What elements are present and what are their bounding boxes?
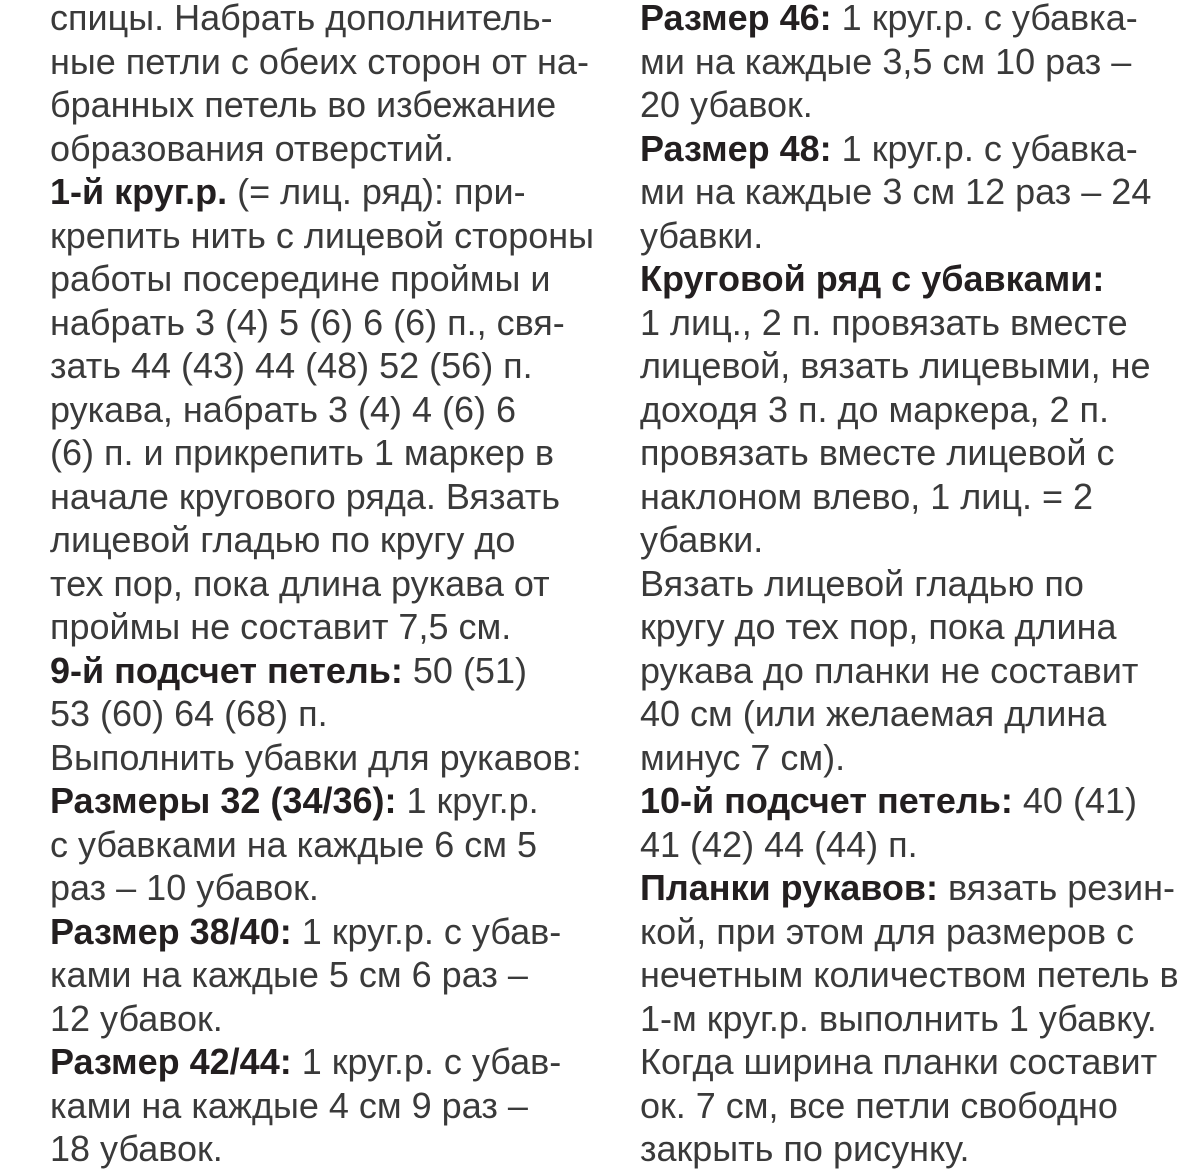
text-line [640,823,1179,867]
line-text: Когда ширина планки составит [640,1041,1158,1082]
bold-heading: 1-й круг.р. [50,171,228,212]
text-line [50,649,594,693]
line-text: 1-м круг.р. выполнить 1 убавку. [640,997,1157,1039]
text-line [50,562,594,606]
line-text: вязать резин- [938,867,1175,908]
line-text: ми на каждые 3 см 12 раз – 24 [640,171,1152,212]
bold-heading: 10-й подсчет петель: [640,780,1013,821]
text-line [50,257,594,301]
text-line [50,910,594,954]
line-text: начале кругового ряда. Вязать [50,475,560,517]
line-text: ками на каждые 4 см 9 раз – [50,1084,528,1126]
text-line [640,997,1179,1041]
line-text: 1 круг.р. с убавка- [831,0,1138,38]
text-line [50,518,594,562]
text-line [640,1127,1179,1171]
left-text-column [50,0,594,1171]
line-text: 18 убавок. [50,1128,223,1169]
line-text: нечетным количеством петель в [640,954,1179,995]
text-line [640,1084,1179,1128]
line-text: раз – 10 убавок. [50,867,319,908]
text-line [50,866,594,910]
text-line [50,344,594,388]
text-line [50,301,594,345]
bold-heading: 9-й подсчет петель: [50,649,403,691]
text-line [640,736,1179,780]
text-line [640,605,1179,649]
text-line [640,170,1179,214]
line-text: 1 круг.р. с убав- [291,1041,562,1082]
line-text: ми на каждые 3,5 см 10 раз – [640,40,1132,82]
line-text: 1 лиц., 2 п. провязать вместе [640,301,1128,343]
line-text: 53 (60) 64 (68) п. [50,693,328,734]
text-line [640,127,1179,171]
line-text: зать 44 (43) 44 (48) 52 (56) п. [50,345,533,386]
line-text: лицевой, вязать лицевыми, не [640,345,1151,386]
line-text: Выполнить убавки для рукавов: [50,736,582,778]
line-text: ками на каждые 5 см 6 раз – [50,954,528,995]
line-text: рукава до планки не составит [640,649,1139,691]
line-text: 50 (51) [402,649,527,691]
line-text: ные петли с обеих сторон от на- [50,40,589,82]
text-line [640,1040,1179,1084]
text-line [50,1084,594,1128]
line-text: наклоном влево, 1 лиц. = 2 [640,475,1094,517]
line-text: лицевой гладью по кругу до [50,519,516,560]
text-line [50,736,594,780]
text-line [50,0,594,40]
line-text: 41 (42) 44 (44) п. [640,823,918,865]
line-text: доходя 3 п. до маркера, 2 п. [640,388,1110,430]
line-text: спицы. Набрать дополнитель- [50,0,553,38]
bold-heading: Размер 48: [640,127,832,169]
text-line [640,562,1179,606]
bold-heading: Планки рукавов: [640,867,939,908]
text-line [640,649,1179,693]
text-line [50,40,594,84]
text-line [640,431,1179,475]
line-text: убавки. [640,214,764,256]
text-line [640,866,1179,910]
text-line [50,127,594,171]
text-line [50,779,594,823]
line-text: (6) п. и прикрепить 1 маркер в [50,432,555,473]
line-text: 1 круг.р. с убавка- [831,127,1138,169]
text-line [640,301,1179,345]
line-text: закрыть по рисунку. [640,1128,970,1169]
text-line [50,170,594,214]
line-text: набрать 3 (4) 5 (6) 6 (6) п., свя- [50,301,565,343]
bold-heading: Размер 42/44: [50,1041,292,1082]
line-text: 1 круг.р. [396,780,539,821]
text-line [50,388,594,432]
text-line [640,910,1179,954]
text-line [640,344,1179,388]
bold-heading: Круговой ряд с убавками: [640,258,1105,299]
line-text: образования отверстий. [50,127,454,169]
text-line [640,953,1179,997]
text-line [50,823,594,867]
text-line [640,388,1179,432]
text-line [50,214,594,258]
text-line [50,1127,594,1171]
text-line [50,997,594,1041]
line-text: 1 круг.р. с убав- [291,910,562,952]
text-line [640,40,1179,84]
line-text: ок. 7 см, все петли свободно [640,1084,1118,1126]
text-line [640,518,1179,562]
text-line [50,605,594,649]
text-line [640,214,1179,258]
line-text: рукава, набрать 3 (4) 4 (6) 6 [50,388,517,430]
line-text: с убавками на каждые 6 см 5 [50,823,538,865]
text-line [50,953,594,997]
text-line [50,692,594,736]
line-text: 20 убавок. [640,84,813,125]
text-line [640,475,1179,519]
line-text: 12 убавок. [50,997,223,1039]
text-line [640,83,1179,127]
right-text-column [640,0,1179,1171]
line-text: провязать вместе лицевой с [640,432,1115,473]
text-line [640,257,1179,301]
line-text: кой, при этом для размеров с [640,910,1134,952]
line-text: тех пор, пока длина рукава от [50,562,550,604]
line-text: (= лиц. ряд): при- [227,171,526,212]
text-line [640,779,1179,823]
line-text: работы посередине проймы и [50,258,551,299]
line-text: минус 7 см). [640,736,846,778]
text-line [50,431,594,475]
text-line [50,475,594,519]
text-line [640,692,1179,736]
bold-heading: Размер 38/40: [50,910,292,952]
bold-heading: Размеры 32 (34/36): [50,780,397,821]
line-text: Вязать лицевой гладью по [640,562,1084,604]
bold-heading: Размер 46: [640,0,832,38]
line-text: бранных петель во избежание [50,84,557,125]
line-text: крепить нить с лицевой стороны [50,214,594,256]
text-line [50,83,594,127]
text-line [50,1040,594,1084]
line-text: убавки. [640,519,764,560]
line-text: проймы не составит 7,5 см. [50,606,512,647]
line-text: 40 см (или желаемая длина [640,693,1107,734]
line-text: кругу до тех пор, пока длина [640,606,1117,647]
text-line [640,0,1179,40]
line-text: 40 (41) [1012,780,1137,821]
